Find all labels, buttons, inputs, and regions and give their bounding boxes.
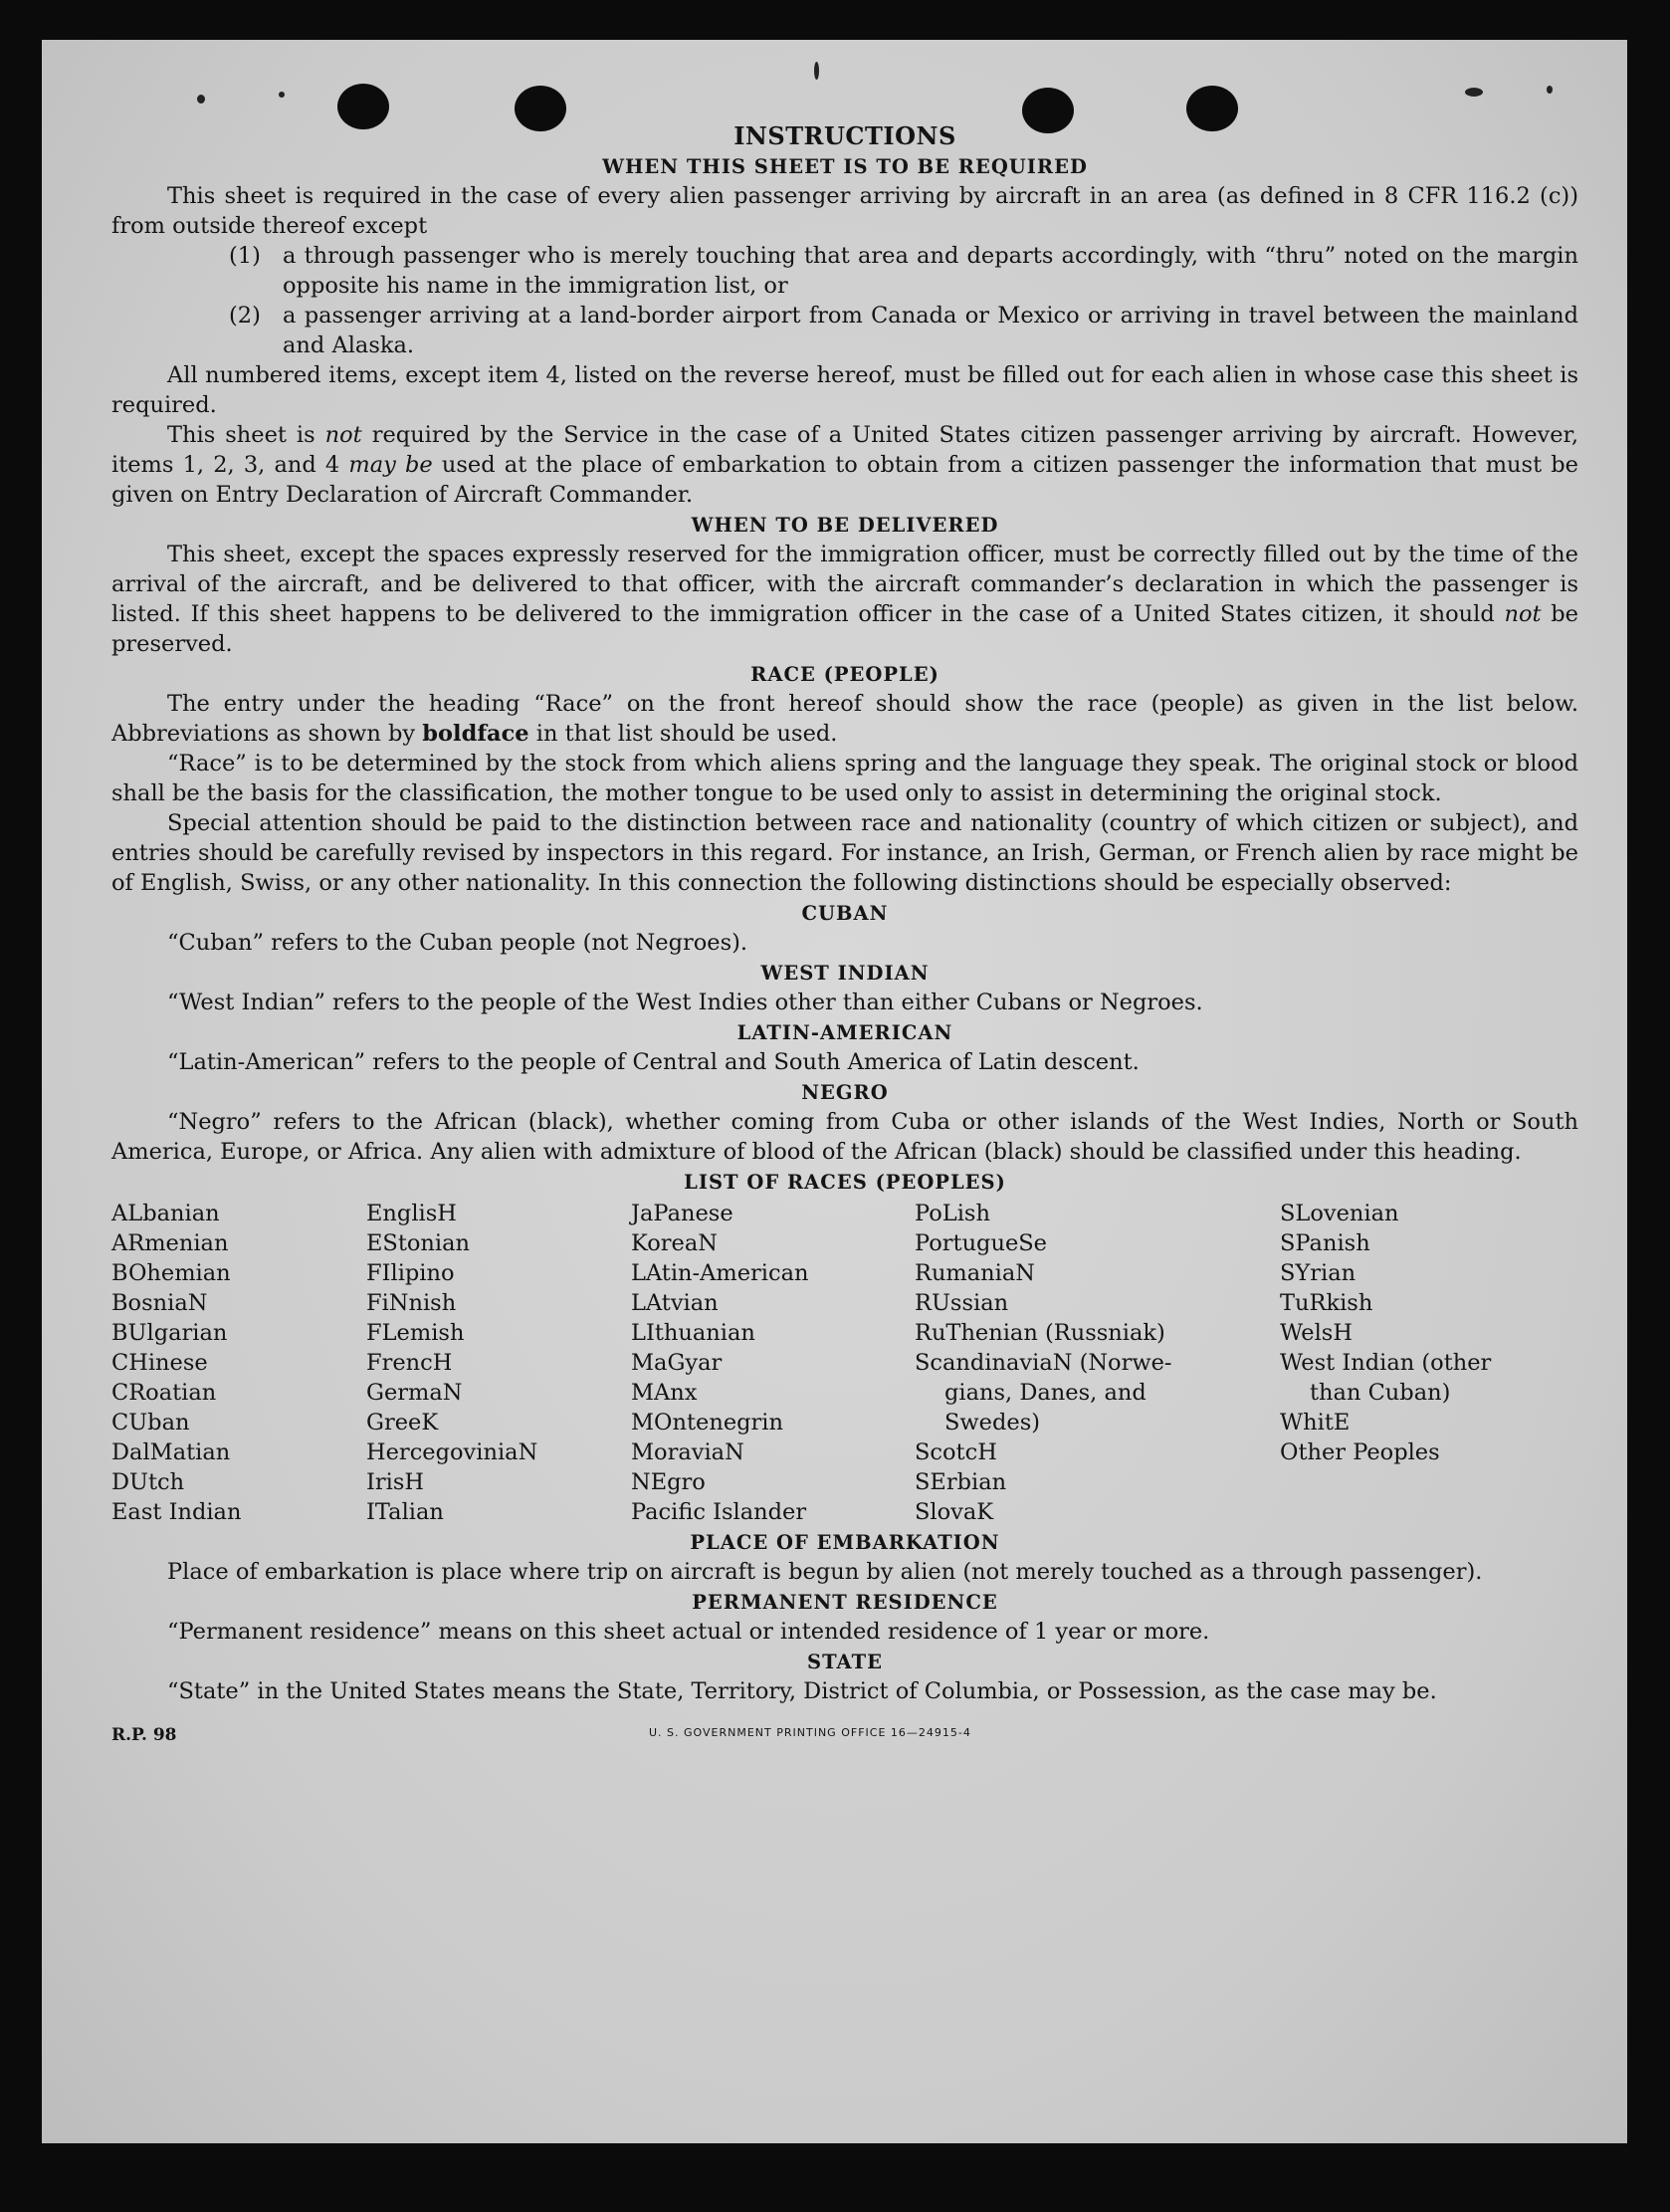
race-column <box>1280 1199 1578 1527</box>
race-column <box>366 1199 631 1527</box>
race-entry: SYrian <box>1280 1260 1357 1286</box>
race-entry: West Indian (other <box>1280 1350 1492 1376</box>
race-column <box>915 1199 1280 1527</box>
item-number: (2) <box>229 303 261 329</box>
text-run: required by the Service in the case of a United States citizen passenger arriving by aircraft. However, items 1, 2, 3, and 4 <box>111 422 1578 478</box>
page-title: INSTRUCTIONS <box>733 121 956 150</box>
section-heading: STATE <box>807 1651 883 1673</box>
speck <box>1465 88 1483 97</box>
paragraph: All numbered items, except item 4, listed on the reverse hereof, must be filled out for each alien in whose case this sheet is required. <box>111 362 1578 418</box>
paragraph: “Latin-American” refers to the people of Central and South America of Latin descent. <box>167 1049 1140 1075</box>
paragraph <box>111 540 1578 659</box>
race-entry: East Indian <box>111 1499 242 1525</box>
race-entry: BUlgarian <box>111 1320 228 1346</box>
race-entry: MaGyar <box>631 1350 723 1376</box>
race-entry: CRoatian <box>111 1380 217 1406</box>
race-entry: GreeK <box>366 1410 439 1436</box>
section-heading: CUBAN <box>801 902 889 925</box>
race-entry: RumaniaN <box>915 1260 1035 1286</box>
race-entry: CUban <box>111 1410 190 1436</box>
race-entry: Pacific Islander <box>631 1499 807 1525</box>
race-entry: LAtin-American <box>631 1260 809 1286</box>
race-entry: GermaN <box>366 1380 463 1406</box>
race-entry: DalMatian <box>111 1439 231 1465</box>
item-text: a passenger arriving at a land-border airport from Canada or Mexico or arriving in travel between the mainland and Alaska. <box>283 303 1578 358</box>
race-entry: PoLish <box>915 1201 990 1226</box>
paragraph: “Negro” refers to the African (black), whether coming from Cuba or other islands of the West Indies, North or South America, Europe, or Africa. Any alien with admixture of blood of the African (black) should be classified under this heading. <box>111 1109 1578 1165</box>
document-sheet <box>42 40 1627 2143</box>
speck <box>197 95 205 104</box>
race-entry: CHinese <box>111 1350 208 1376</box>
race-column <box>111 1199 366 1527</box>
paragraph: This sheet is required in the case of every alien passenger arriving by aircraft in an area (as defined in 8 CFR 116.2 (c)) from outside thereof except <box>111 183 1578 239</box>
speck <box>1547 86 1553 94</box>
paragraph: “West Indian” refers to the people of the West Indies other than either Cubans or Negroes. <box>167 990 1203 1015</box>
race-entry: SLovenian <box>1280 1201 1399 1226</box>
section-heading: WHEN THIS SHEET IS TO BE REQUIRED <box>602 155 1088 178</box>
race-entry: WhitE <box>1280 1410 1351 1436</box>
race-entry: FrencH <box>366 1350 453 1376</box>
race-entry: Swedes) <box>944 1410 1041 1436</box>
paragraph: Place of embarkation is place where trip on aircraft is begun by alien (not merely touched as a through passenger). <box>167 1559 1483 1585</box>
race-entry: than Cuban) <box>1310 1380 1451 1406</box>
text-run: This sheet, except the spaces expressly reserved for the immigration officer, must be correctly filled out by the time of the arrival of the aircraft, and be delivered to that officer, with the aircraft commander’s declaration in which the passenger is listed. If this sheet happens to be delivered to the immigration officer in the case of a United States citizen, it should <box>111 542 1578 627</box>
printer-imprint: U. S. GOVERNMENT PRINTING OFFICE 16—24915-4 <box>649 1726 971 1739</box>
race-entry: ScotcH <box>915 1439 997 1465</box>
paragraph: “Cuban” refers to the Cuban people (not Negroes). <box>167 930 748 956</box>
race-entry: WelsH <box>1280 1320 1353 1346</box>
list-item <box>229 301 1578 360</box>
form-code: R.P. 98 <box>111 1725 177 1745</box>
race-entry: JaPanese <box>631 1201 733 1226</box>
paragraph: Special attention should be paid to the distinction between race and nationality (country of which citizen or subject), and entries should be carefully revised by inspectors in this regard. For instance, an Irish, German, or French alien by race might be of English, Swiss, or any other nationality. In this connection the following distinctions should be especially observed: <box>111 810 1578 896</box>
text-run: This sheet is <box>167 422 325 448</box>
race-entry: EStonian <box>366 1230 471 1256</box>
paragraph <box>111 689 1578 749</box>
race-entry: NEgro <box>631 1469 706 1495</box>
paragraph <box>111 420 1578 510</box>
footer <box>111 1712 1578 1745</box>
section-heading: LIST OF RACES (PEOPLES) <box>684 1171 1006 1194</box>
paragraph: “Race” is to be determined by the stock from which aliens spring and the language they speak. The original stock or blood shall be the basis for the classification, the mother tongue to be used only to assist in determining the original stock. <box>111 751 1578 806</box>
paragraph: “State” in the United States means the State, Territory, District of Columbia, or Possession, as the case may be. <box>167 1678 1437 1704</box>
race-entry: ALbanian <box>111 1201 220 1226</box>
race-entry: EnglisH <box>366 1201 457 1226</box>
race-entry: ITalian <box>366 1499 444 1525</box>
race-entry: TuRkish <box>1280 1290 1373 1316</box>
instructions-content <box>111 121 1579 1745</box>
section-heading: PLACE OF EMBARKATION <box>690 1531 1000 1554</box>
race-entry: DUtch <box>111 1469 185 1495</box>
race-list <box>111 1199 1578 1527</box>
speck <box>279 92 285 98</box>
text-run: The entry under the heading “Race” on the front hereof should show the race (people) as given in the list below. Abbreviations as shown by <box>111 691 1578 747</box>
race-entry: MAnx <box>631 1380 698 1406</box>
race-entry: MoraviaN <box>631 1439 744 1465</box>
section-heading: LATIN-AMERICAN <box>736 1021 953 1044</box>
text-run: used at the place of embarkation to obtain from a citizen passenger the information that must be given on Entry Declaration of Aircraft Commander. <box>111 452 1579 508</box>
race-entry: LAtvian <box>631 1290 719 1316</box>
race-entry: BosniaN <box>111 1290 208 1316</box>
race-entry: SlovaK <box>915 1499 994 1525</box>
race-entry: LIthuanian <box>631 1320 755 1346</box>
item-text: a through passenger who is merely touching that area and departs accordingly, with “thru” noted on the margin opposite his name in the immigration list, or <box>283 243 1578 299</box>
race-entry: RUssian <box>915 1290 1009 1316</box>
section-heading: PERMANENT RESIDENCE <box>692 1591 998 1614</box>
race-entry: Other Peoples <box>1280 1439 1440 1465</box>
race-entry: ScandinaviaN (Norwe- <box>915 1350 1172 1376</box>
text-emphasis: not <box>324 422 362 448</box>
race-entry: FIlipino <box>366 1260 455 1286</box>
section-heading: RACE (PEOPLE) <box>750 663 939 686</box>
text-run: be preserved. <box>111 601 1578 657</box>
section-heading: WHEN TO BE DELIVERED <box>691 514 999 537</box>
paragraph: “Permanent residence” means on this sheet actual or intended residence of 1 year or more. <box>167 1619 1210 1645</box>
race-entry: IrisH <box>366 1469 425 1495</box>
text-emphasis: may be <box>348 452 433 478</box>
text-emphasis: not <box>1504 601 1542 627</box>
race-entry: HercegoviniaN <box>366 1439 538 1465</box>
race-entry: KoreaN <box>631 1230 718 1256</box>
speck <box>814 62 819 80</box>
race-column <box>631 1199 915 1527</box>
text-bold: boldface <box>422 721 529 747</box>
item-number: (1) <box>229 243 261 269</box>
race-entry: FiNnish <box>366 1290 457 1316</box>
section-heading: WEST INDIAN <box>760 962 930 985</box>
race-entry: SPanish <box>1280 1230 1370 1256</box>
text-run: in that list should be used. <box>528 721 838 747</box>
race-entry: gians, Danes, and <box>944 1380 1147 1406</box>
race-entry: ARmenian <box>111 1230 229 1256</box>
race-entry: SErbian <box>915 1469 1007 1495</box>
race-entry: FLemish <box>366 1320 465 1346</box>
race-entry: BOhemian <box>111 1260 231 1286</box>
race-entry: RuThenian (Russniak) <box>915 1320 1165 1346</box>
race-entry: MOntenegrin <box>631 1410 783 1436</box>
list-item <box>229 241 1578 301</box>
section-heading: NEGRO <box>801 1081 889 1104</box>
race-entry: PortugueSe <box>915 1230 1048 1256</box>
